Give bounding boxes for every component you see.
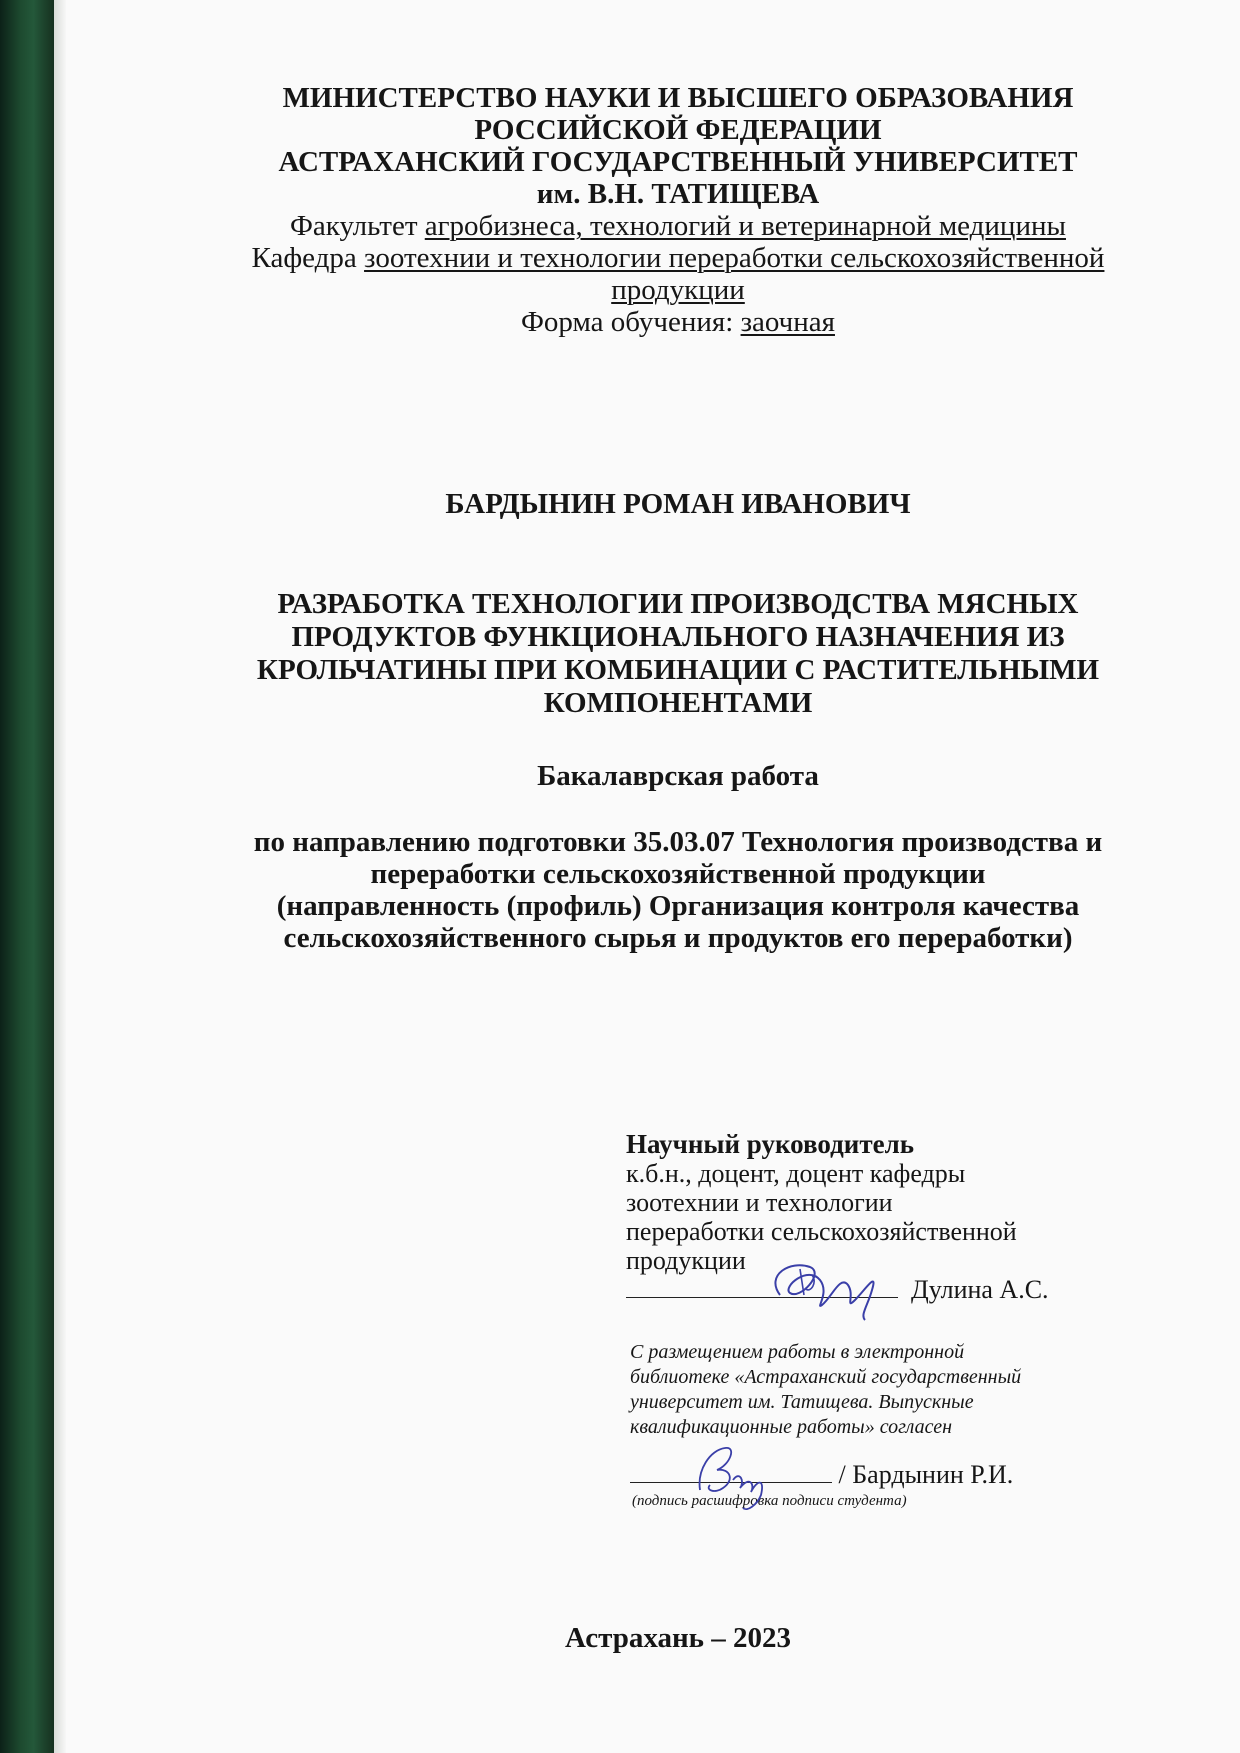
title-line-3: КРОЛЬЧАТИНЫ ПРИ КОМБИНАЦИИ С РАСТИТЕЛЬНЫМИ bbox=[256, 654, 1100, 686]
supervisor-name: Дулина А.С. bbox=[911, 1275, 1049, 1304]
title-line-4: КОМПОНЕНТАМИ bbox=[543, 687, 813, 719]
direction-line-2: переработки сельскохозяйственной продукции bbox=[370, 858, 986, 890]
binding-shadow bbox=[54, 0, 66, 1753]
faculty-line bbox=[161, 210, 1195, 242]
work-type: Бакалаврская работа bbox=[537, 760, 819, 792]
department-value-2: продукции bbox=[611, 274, 745, 306]
faculty-value: агробизнеса, технологий и ветеринарной медицины bbox=[424, 210, 1066, 242]
department-line bbox=[161, 242, 1195, 274]
supervisor-position-3: переработки сельскохозяйственной bbox=[626, 1217, 1017, 1246]
supervisor-position-1: к.б.н., доцент, доцент кафедры bbox=[626, 1159, 966, 1188]
direction-line-3: (направленность (профиль) Организация контроля качества bbox=[276, 890, 1080, 922]
faculty-label: Факультет bbox=[290, 210, 418, 242]
author-name: БАРДЫНИН РОМАН ИВАНОВИЧ bbox=[445, 488, 911, 520]
green-binding-strip bbox=[0, 0, 54, 1753]
supervisor-position-4: продукции bbox=[626, 1246, 746, 1275]
consent-line-4: квалификационные работы» согласен bbox=[630, 1416, 953, 1438]
ministry-line-1: МИНИСТЕРСТВО НАУКИ И ВЫСШЕГО ОБРАЗОВАНИЯ bbox=[282, 82, 1074, 114]
thesis-title bbox=[161, 588, 1195, 720]
student-signature bbox=[685, 1440, 775, 1515]
supervisor-heading: Научный руководитель bbox=[626, 1129, 914, 1159]
consent-line-2: библиотеке «Астраханский государственный bbox=[630, 1366, 1022, 1388]
ministry-line-2: РОССИЙСКОЙ ФЕДЕРАЦИИ bbox=[474, 114, 882, 146]
institution-header bbox=[161, 82, 1195, 338]
study-direction bbox=[161, 826, 1195, 954]
study-form-value: заочная bbox=[740, 306, 835, 338]
university-line-2: им. В.Н. ТАТИЩЕВА bbox=[536, 178, 820, 210]
title-line-1: РАЗРАБОТКА ТЕХНОЛОГИИ ПРОИЗВОДСТВА МЯСНЫХ bbox=[277, 588, 1079, 620]
direction-line-1: по направлению подготовки 35.03.07 Технология производства и bbox=[253, 826, 1103, 858]
direction-line-4: сельскохозяйственного сырья и продуктов его переработки) bbox=[283, 922, 1073, 954]
consent-line-1: С размещением работы в электронной bbox=[630, 1341, 965, 1363]
department-line-2 bbox=[161, 274, 1195, 306]
consent-line-3: университет им. Татищева. Выпускные bbox=[630, 1391, 974, 1413]
study-form-line bbox=[161, 306, 1195, 338]
university-line-1: АСТРАХАНСКИЙ ГОСУДАРСТВЕННЫЙ УНИВЕРСИТЕТ bbox=[278, 146, 1078, 178]
student-name: / Бардынин Р.И. bbox=[838, 1460, 1014, 1489]
title-line-2: ПРОДУКТОВ ФУНКЦИОНАЛЬНОГО НАЗНАЧЕНИЯ ИЗ bbox=[291, 621, 1065, 653]
supervisor-signature bbox=[760, 1255, 890, 1325]
department-value-1: зоотехнии и технологии переработки сельскохозяйственной bbox=[364, 242, 1105, 274]
city-year: Астрахань – 2023 bbox=[565, 1622, 791, 1654]
signature-caption: (подпись расшифровка подписи студента) bbox=[632, 1493, 907, 1509]
supervisor-position-2: зоотехнии и технологии bbox=[626, 1188, 893, 1217]
study-form-label: Форма обучения: bbox=[521, 306, 734, 338]
department-label: Кафедра bbox=[251, 242, 357, 274]
title-page bbox=[66, 0, 1240, 1753]
